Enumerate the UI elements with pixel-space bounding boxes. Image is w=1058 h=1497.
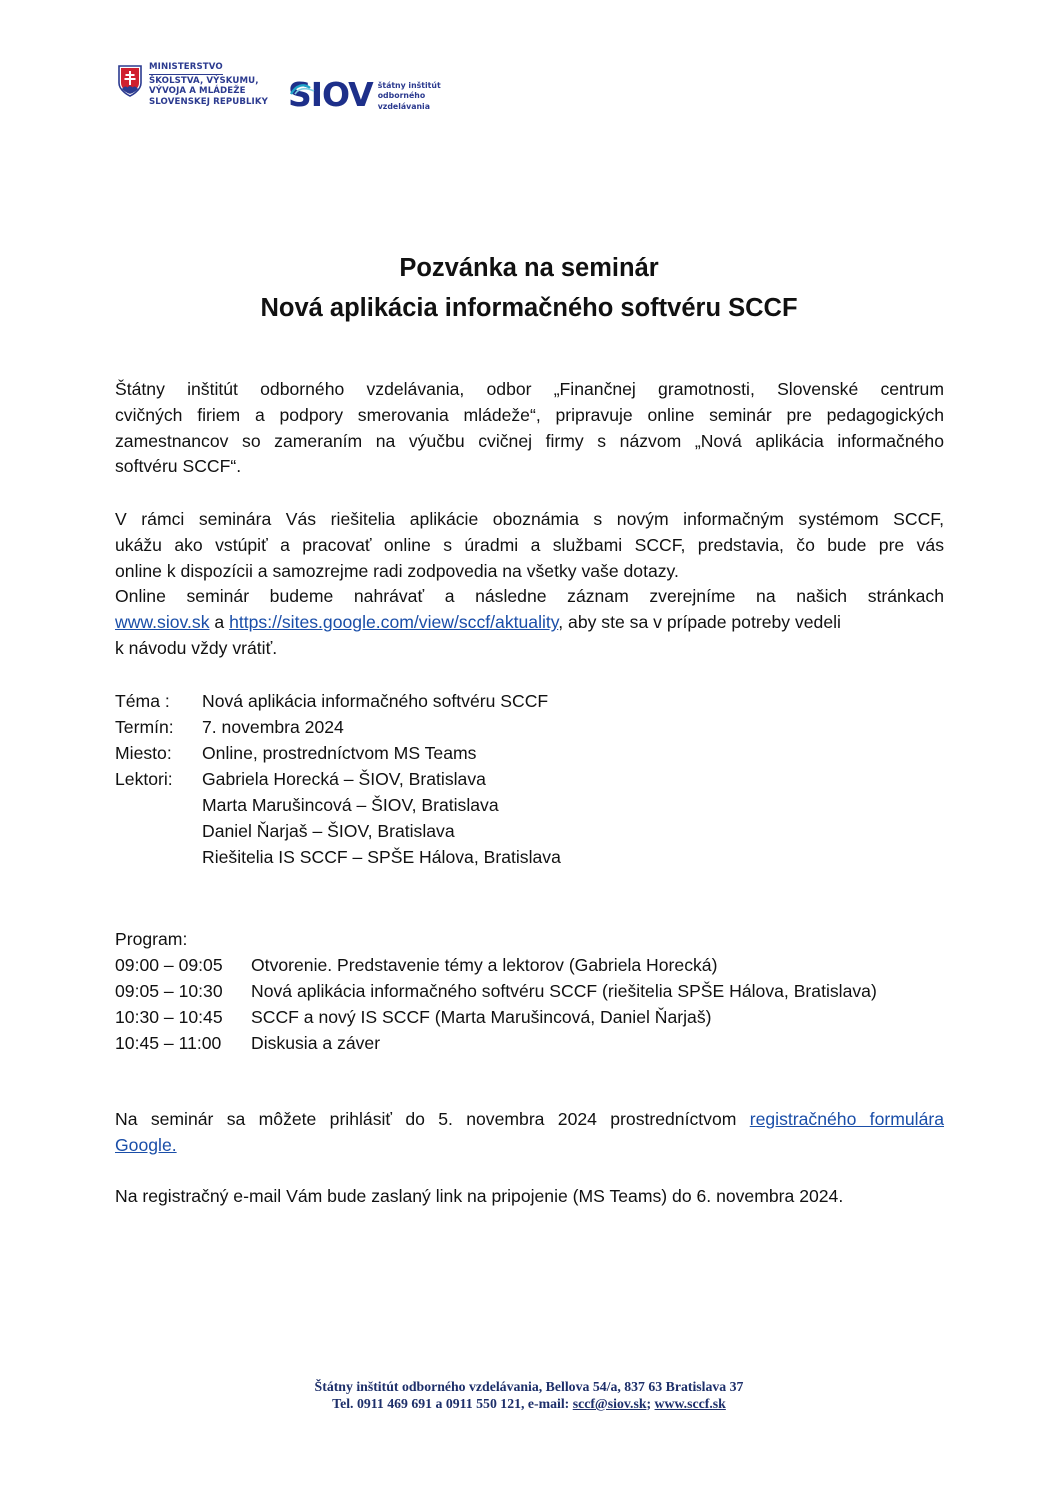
paragraph-line	[115, 1107, 944, 1133]
ministry-line: ŠKOLSTVA, VÝSKUMU,	[149, 75, 259, 86]
footer-email-link[interactable]: sccf@siov.sk	[572, 1396, 647, 1411]
paragraph-line	[115, 610, 944, 636]
info-row	[115, 688, 561, 714]
program-heading: Program:	[115, 929, 188, 949]
info-row	[115, 844, 561, 870]
registration-form-link[interactable]: registračného formulára	[749, 1109, 944, 1129]
footer-web-link[interactable]: www.sccf.sk	[654, 1396, 726, 1411]
info-row	[115, 714, 561, 740]
info-label: Lektori:	[115, 769, 173, 789]
info-label	[115, 844, 202, 870]
footer-contacts	[0, 1395, 1058, 1413]
program-text: Otvorenie. Predstavenie témy a lektorov (Gabriela Horecká)	[251, 955, 718, 975]
info-value: Daniel Ňarjaš – ŠIOV, Bratislava	[202, 821, 455, 841]
ministry-line: VÝVOJA A MLÁDEŽE	[149, 86, 246, 97]
paragraph-line: Online seminár budeme nahrávať a následne záznam zverejníme na našich stránkach	[115, 586, 944, 607]
ministry-logo	[118, 62, 268, 107]
program-text: Nová aplikácia informačného softvéru SCCF (riešitelia SPŠE Hálova, Bratislava)	[251, 981, 877, 1001]
paragraph-line: softvéru SCCF“.	[115, 456, 242, 477]
link-separator: a	[209, 612, 230, 633]
program-item	[115, 952, 877, 978]
ministry-line: SLOVENSKEJ REPUBLIKY	[149, 96, 268, 107]
paragraph-line: cvičných firiem a podpory smerovania mládeže“, pripravuje online seminár pre pedagogických	[115, 404, 944, 425]
program-item	[115, 978, 877, 1004]
info-value: Riešitelia IS SCCF – SPŠE Hálova, Bratislava	[202, 847, 561, 867]
siov-wordmark	[287, 75, 373, 114]
ministry-line: MINISTERSTVO	[149, 62, 223, 75]
details-paragraph	[115, 507, 944, 662]
info-value: 7. novembra 2024	[202, 717, 344, 737]
info-row	[115, 818, 561, 844]
registration-form-link-cont[interactable]: Google.	[115, 1134, 177, 1155]
document-subtitle: Nová aplikácia informačného softvéru SCCF	[260, 294, 798, 322]
footer-phones: Tel. 0911 469 691 a 0911 550 121, e-mail:	[332, 1396, 573, 1411]
program-time: 09:00 – 09:05	[115, 955, 223, 975]
siov-swoosh-icon	[290, 82, 316, 96]
slovak-coat-of-arms-icon	[118, 65, 142, 97]
program-text: Diskusia a záver	[251, 1033, 381, 1053]
intro-paragraph	[115, 377, 944, 480]
info-label: Termín:	[115, 717, 174, 737]
program-time: 10:30 – 10:45	[115, 1007, 223, 1027]
footer-separator: ;	[646, 1396, 655, 1411]
paragraph-line: Štátny inštitút odborného vzdelávania, odbor „Finančnej gramotnosti, Slovenské centrum	[115, 379, 944, 399]
paragraph-line: ukážu ako vstúpiť a pracovať online s úradmi a službami SCCF, predstavia, čo bude pre vás	[115, 534, 944, 555]
program-text: SCCF a nový IS SCCF (Marta Marušincová, Daniel Ňarjaš)	[251, 1007, 712, 1027]
info-label	[115, 792, 202, 818]
paragraph-text: Na seminár sa môžete prihlásiť do 5. novembra 2024 prostredníctvom	[115, 1109, 737, 1129]
program-time: 10:45 – 11:00	[115, 1033, 222, 1053]
siov-sub-line: odborného	[377, 91, 426, 101]
siov-logo	[288, 62, 441, 112]
siov-website-link[interactable]: www.siov.sk	[115, 612, 210, 633]
siov-text: SIOV	[287, 75, 373, 114]
info-value: Marta Marušincová – ŠIOV, Bratislava	[202, 795, 499, 815]
paragraph-text: , aby ste sa v prípade potreby vedeli	[558, 612, 841, 633]
program-item	[115, 1030, 877, 1056]
info-row	[115, 766, 561, 792]
info-row	[115, 740, 561, 766]
header-logos	[118, 62, 441, 122]
program-item	[115, 1004, 877, 1030]
siov-sub-line: vzdelávania	[377, 101, 430, 111]
paragraph-line: Na registračný e-mail Vám bude zaslaný link na pripojenie (MS Teams) do 6. novembra 2024.	[115, 1186, 844, 1206]
info-label: Miesto:	[115, 743, 172, 763]
paragraph-line: V rámci seminára Vás riešitelia aplikácie oboznámia s novým informačným systémom SCCF,	[115, 509, 944, 529]
paragraph-line	[115, 1133, 944, 1159]
notice-paragraph	[115, 1184, 944, 1210]
siov-subtitle	[378, 81, 441, 112]
paragraph-line: online k dispozícii a samozrejme radi zodpovedia na všetky vaše dotazy.	[115, 560, 679, 581]
document-title: Pozvánka na seminár	[399, 254, 659, 282]
paragraph-line: k návodu vždy vrátiť.	[115, 637, 278, 658]
info-value: Nová aplikácia informačného softvéru SCCF	[202, 691, 549, 711]
info-row	[115, 792, 561, 818]
info-label: Téma :	[115, 691, 170, 711]
paragraph-line: zamestnancov so zameraním na výučbu cvičnej firmy s názvom „Nová aplikácia informačného	[115, 430, 944, 451]
program-schedule	[115, 926, 877, 1056]
info-value: Online, prostredníctvom MS Teams	[202, 743, 477, 763]
info-value: Gabriela Horecká – ŠIOV, Bratislava	[202, 769, 486, 789]
registration-paragraph	[115, 1107, 944, 1159]
footer-address: Štátny inštitút odborného vzdelávania, Bellova 54/a, 837 63 Bratislava 37	[314, 1379, 744, 1394]
sccf-news-link[interactable]: https://sites.google.com/view/sccf/aktuality	[229, 612, 559, 633]
ministry-name	[149, 62, 268, 107]
info-label	[115, 818, 202, 844]
event-info	[115, 688, 561, 870]
program-time: 09:05 – 10:30	[115, 981, 223, 1001]
siov-sub-line: štátny inštitút	[377, 81, 441, 90]
